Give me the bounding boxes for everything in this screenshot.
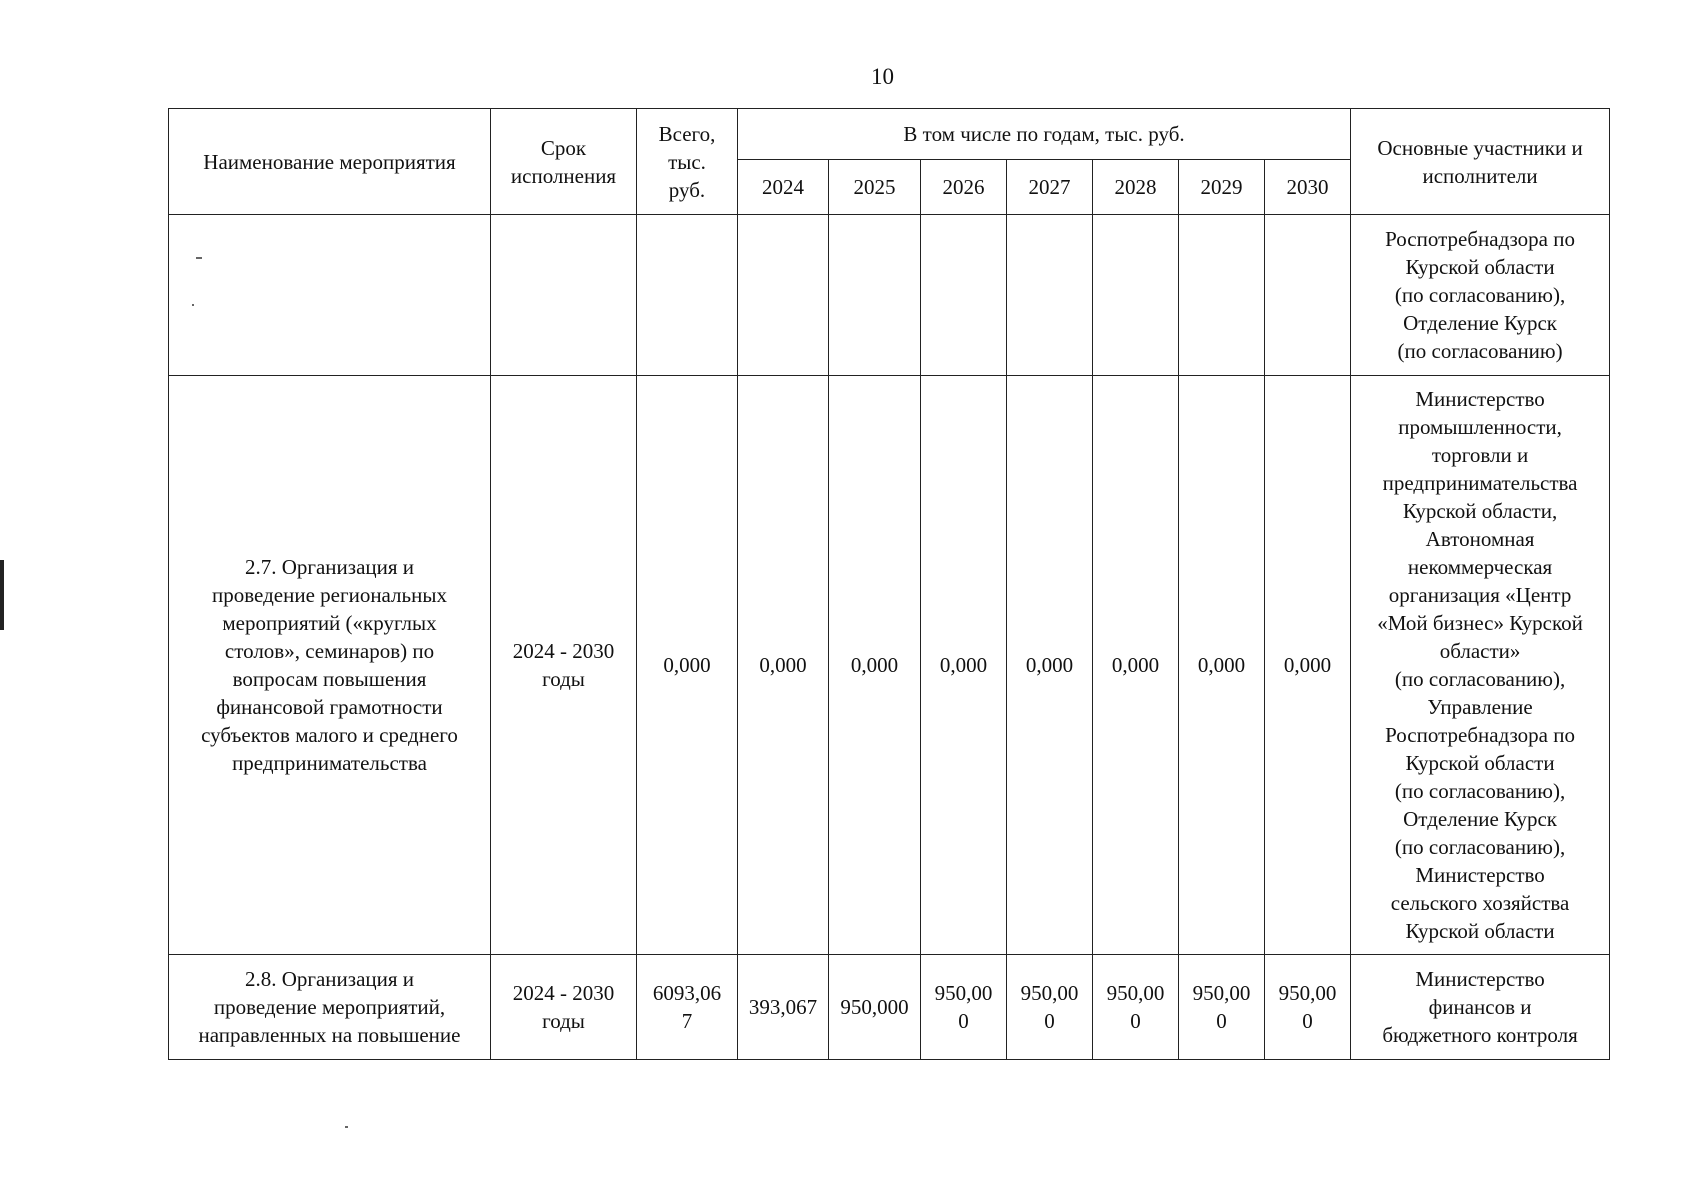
cell-total [637,215,738,376]
cell-year: 950,00 0 [1265,955,1351,1060]
cell-total: 0,000 [637,376,738,955]
cell-year: 950,00 0 [1179,955,1265,1060]
header-year: 2028 [1093,160,1179,215]
table-row-2-8 [169,955,1610,1060]
header-participants: Основные участники и исполнители [1351,109,1610,215]
cell-year: 0,000 [829,376,921,955]
header-name: Наименование мероприятия [169,109,491,215]
scan-speck [345,1126,348,1128]
scan-speck [192,304,194,306]
page-number: 10 [871,64,894,89]
cell-year [1093,215,1179,376]
cell-year: 0,000 [1007,376,1093,955]
cell-name [169,215,491,376]
cell-year: 0,000 [738,376,829,955]
cell-year: 950,000 [829,955,921,1060]
cell-year [738,215,829,376]
cell-name: 2.7. Организация и проведение региональных мероприятий («круглых столов», семинаров) по вопросам повышения финансовой грамотности субъектов малого и среднего предпринимательства [169,376,491,955]
table-row-continuation [169,215,1610,376]
header-year: 2026 [921,160,1007,215]
cell-year: 0,000 [921,376,1007,955]
cell-year: 393,067 [738,955,829,1060]
header-year: 2029 [1179,160,1265,215]
scan-speck [196,257,202,259]
cell-participants: Роспотребнадзора по Курской области (по согласованию), Отделение Курск (по согласованию) [1351,215,1610,376]
cell-year: 0,000 [1179,376,1265,955]
cell-term [491,215,637,376]
cell-year: 950,00 0 [1007,955,1093,1060]
header-years-group: В том числе по годам, тыс. руб. [738,109,1351,160]
header-year: 2027 [1007,160,1093,215]
scan-edge-mark [0,560,4,630]
cell-year [921,215,1007,376]
cell-year [1179,215,1265,376]
cell-participants: Министерство финансов и бюджетного контроля [1351,955,1610,1060]
cell-year [1007,215,1093,376]
cell-term: 2024 - 2030 годы [491,376,637,955]
cell-participants: Министерство промышленности, торговли и предпринимательства Курской области, Автономная некоммерческая организация «Центр «Мой бизнес» Курской области» (по согласованию), Управление Роспотребнадзора по Курской области (по согласованию), Отделение Курск (по согласованию), Министерство сельского хозяйства Курской области [1351,376,1610,955]
cell-term: 2024 - 2030 годы [491,955,637,1060]
header-term: Срок исполнения [491,109,637,215]
cell-year: 950,00 0 [1093,955,1179,1060]
header-year: 2024 [738,160,829,215]
header-year: 2025 [829,160,921,215]
header-row [169,109,1610,160]
table-row-2-7 [169,376,1610,955]
cell-year [1265,215,1351,376]
cell-name: 2.8. Организация и проведение мероприятий, направленных на повышение [169,955,491,1060]
header-total: Всего, тыс. руб. [637,109,738,215]
header-year: 2030 [1265,160,1351,215]
cell-year: 950,00 0 [921,955,1007,1060]
cell-year: 0,000 [1093,376,1179,955]
activities-table [168,108,1610,1060]
cell-year [829,215,921,376]
cell-total: 6093,06 7 [637,955,738,1060]
cell-year: 0,000 [1265,376,1351,955]
